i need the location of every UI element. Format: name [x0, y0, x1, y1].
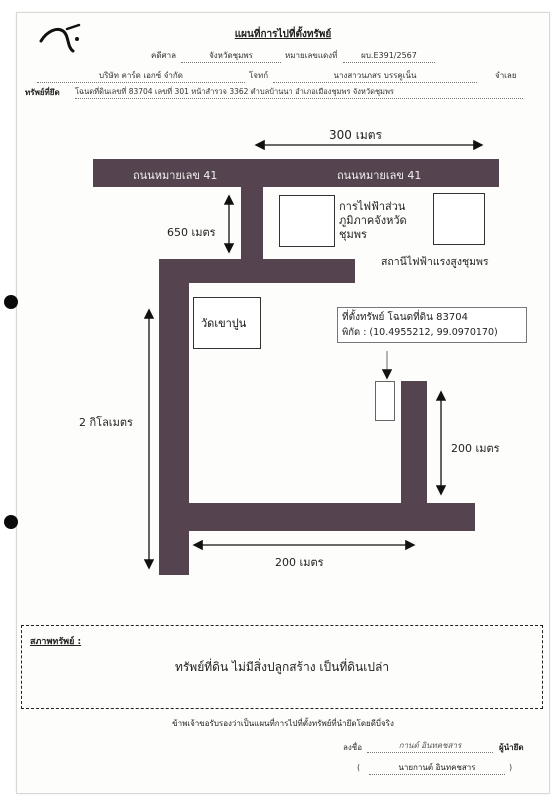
document-title: แผนที่การไปที่ตั้งทรัพย์ — [234, 29, 332, 40]
site-coordinates: พิกัด : (10.4955212, 99.0970170) — [342, 327, 498, 338]
defendant-label: จำเลย — [495, 71, 517, 80]
distance-2km: 2 กิโลเมตร — [79, 416, 133, 429]
distance-650m: 650 เมตร — [167, 226, 216, 239]
pea-office-label-3: ชุมพร — [339, 228, 367, 241]
substation-building — [433, 193, 485, 245]
name-open-paren: ( — [357, 763, 361, 772]
distance-300m: 300 เมตร — [329, 128, 382, 142]
pea-office-label-2: ภูมิภาคจังหวัด — [339, 214, 407, 227]
pea-office-building — [279, 195, 335, 247]
property-condition-box — [21, 625, 543, 709]
distance-200m-bottom: 200 เมตร — [275, 556, 324, 569]
case-number-value: ผบ.E391/2567 — [343, 49, 435, 63]
defendant-value: นางสาวนภสร บรรคูเน็น — [273, 69, 477, 83]
road-label-left: ถนนหมายเลข 41 — [133, 169, 218, 182]
temple-label: วัดเขาปูน — [201, 317, 247, 330]
plaintiff-value: บริษัท คาร์ด เอกซ์ จำกัด — [37, 69, 245, 83]
road-label-right: ถนนหมายเลข 41 — [337, 169, 422, 182]
printed-name: นายกานต์ อินทคชสาร — [369, 761, 505, 775]
document-page — [16, 12, 550, 794]
property-site-marker — [375, 381, 395, 421]
certification-statement: ข้าพเจ้าขอรับรองว่าเป็นแผนที่การไปที่ตั้งทรัพย์ที่นำยึดโดยดีบี่จริง — [172, 719, 394, 728]
distance-200m-right: 200 เมตร — [451, 442, 500, 455]
property-value: โฉนดที่ดินเลขที่ 83704 เลขที่ 301 หน้าสำรวจ 3362 ตำบลบ้านนา อำเภอเมืองชุมพร จังหวัดชุมพร — [75, 86, 523, 99]
condition-text: ทรัพย์ที่ดิน ไม่มีสิ่งปลูกสร้าง เป็นที่ดินเปล่า — [174, 660, 390, 674]
signer-role: ผู้นำยึด — [499, 743, 524, 752]
sign-label: ลงชื่อ — [343, 743, 363, 752]
property-label: ทรัพย์ที่ยึด — [25, 88, 60, 97]
court-value: จังหวัดชุมพร — [181, 49, 281, 63]
site-info-box — [337, 307, 527, 343]
pea-office-label-1: การไฟฟ้าส่วน — [339, 200, 406, 213]
binder-hole-bottom — [4, 515, 18, 529]
condition-label: สภาพทรัพย์ : — [30, 637, 82, 647]
site-deed-label: ที่ตั้งทรัพย์ โฉนดที่ดิน 83704 — [342, 312, 468, 323]
court-label: คดีศาล — [151, 51, 177, 60]
signature: กานต์ อินทคชสาร — [367, 739, 493, 753]
name-close-paren: ) — [509, 763, 513, 772]
substation-label: สถานีไฟฟ้าแรงสูงชุมพร — [381, 256, 489, 268]
case-number-label: หมายเลขแดงที่ — [285, 51, 338, 60]
binder-hole-top — [4, 295, 18, 309]
plaintiff-label: โจทก์ — [249, 71, 269, 80]
